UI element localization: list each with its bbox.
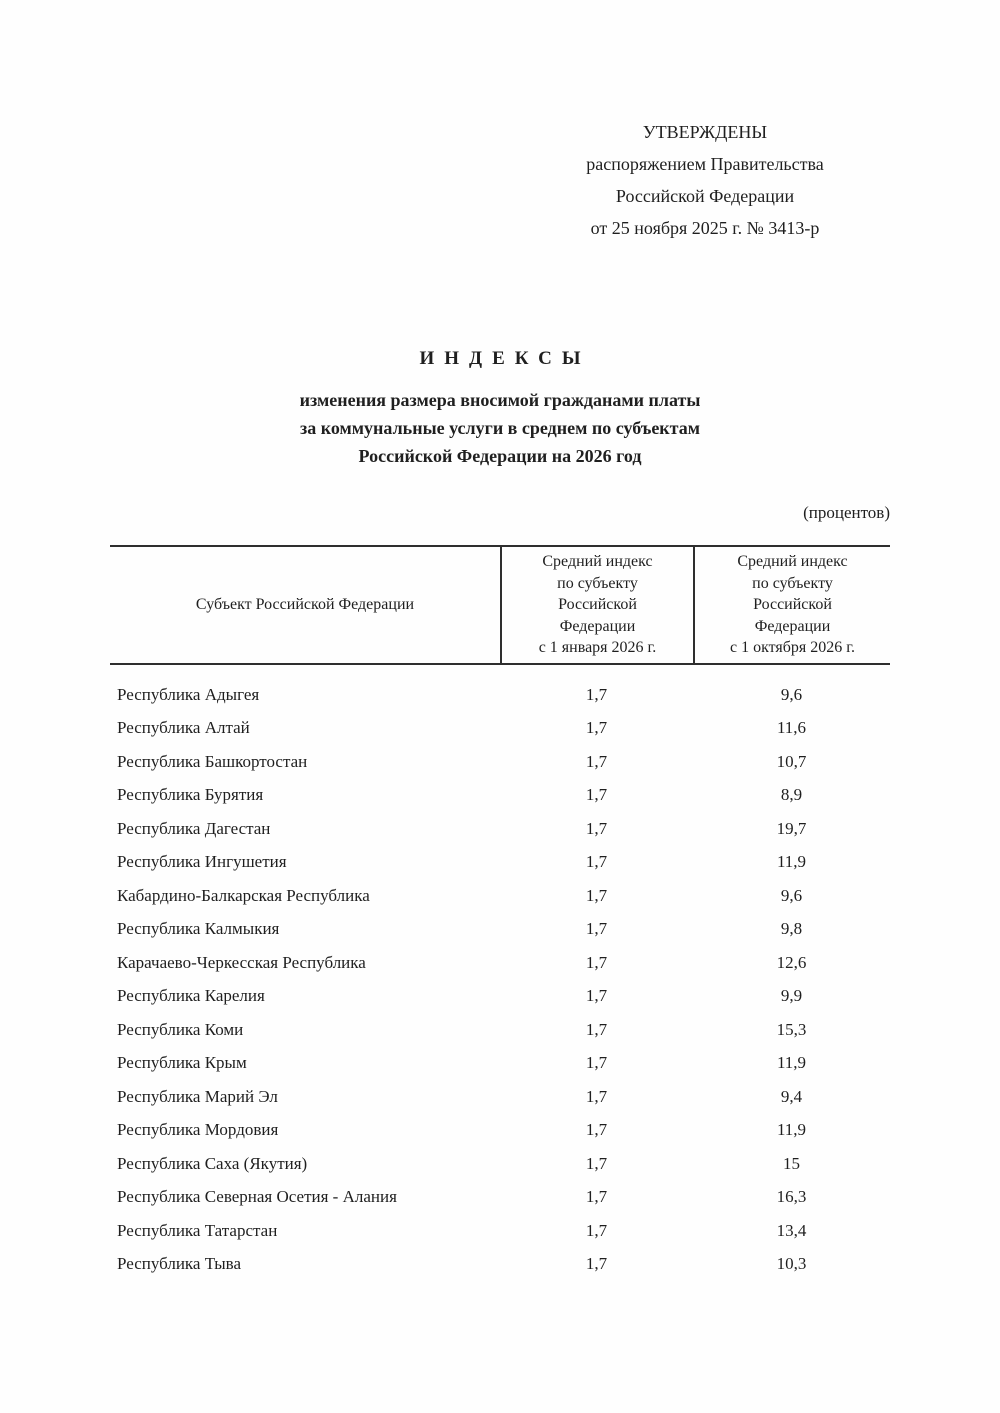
index-october-value: 11,6 bbox=[776, 718, 807, 738]
table-row bbox=[110, 846, 890, 880]
index-october-value: 15,3 bbox=[776, 1019, 807, 1039]
index-january-value: 1,7 bbox=[585, 751, 608, 771]
region-name: Республика Ингушетия bbox=[117, 852, 287, 872]
index-january-value: 1,7 bbox=[585, 1187, 608, 1207]
region-name: Республика Адыгея bbox=[117, 684, 260, 704]
region-name: Кабардино-Балкарская Республика bbox=[117, 885, 370, 905]
region-name: Республика Северная Осетия - Алания bbox=[117, 1187, 397, 1207]
subtitle-line: за коммунальные услуги в среднем по субъектам bbox=[300, 418, 700, 438]
table-row bbox=[110, 946, 890, 980]
index-october-value: 11,9 bbox=[776, 1053, 807, 1073]
approval-line-order: распоряжением Правительства bbox=[586, 154, 824, 174]
region-name: Республика Мордовия bbox=[117, 1120, 279, 1140]
index-january-value: 1,7 bbox=[585, 1120, 608, 1140]
table-row bbox=[110, 712, 890, 746]
index-january-value: 1,7 bbox=[585, 885, 608, 905]
index-october-value: 13,4 bbox=[776, 1220, 807, 1240]
table-body bbox=[110, 665, 890, 1281]
index-january-value: 1,7 bbox=[585, 1019, 608, 1039]
document-subtitle bbox=[0, 386, 1000, 470]
table-row bbox=[110, 1047, 890, 1081]
index-january-value: 1,7 bbox=[585, 919, 608, 939]
index-january-value: 1,7 bbox=[585, 952, 608, 972]
region-name: Республика Саха (Якутия) bbox=[117, 1153, 308, 1173]
table-row bbox=[110, 1080, 890, 1114]
region-name: Республика Тыва bbox=[117, 1254, 242, 1274]
table-row bbox=[110, 1181, 890, 1215]
table-row bbox=[110, 812, 890, 846]
index-october-value: 19,7 bbox=[776, 818, 807, 838]
table-row bbox=[110, 779, 890, 813]
index-january-value: 1,7 bbox=[585, 1220, 608, 1240]
column-header-region: Субъект Российской Федерации bbox=[195, 596, 415, 614]
column-header-index-october: Средний индекс по субъекту Российской Федерации с 1 октября 2026 г. bbox=[693, 547, 890, 663]
table-header bbox=[110, 545, 890, 665]
region-name: Республика Крым bbox=[117, 1053, 247, 1073]
region-name: Республика Татарстан bbox=[117, 1220, 278, 1240]
index-january-value: 1,7 bbox=[585, 986, 608, 1006]
index-january-value: 1,7 bbox=[585, 818, 608, 838]
column-header-index-january: Средний индекс по субъекту Российской Федерации с 1 января 2026 г. bbox=[500, 547, 693, 663]
approval-line-date-number: от 25 ноября 2025 г. № 3413-р bbox=[590, 218, 820, 238]
region-name: Республика Бурятия bbox=[117, 785, 264, 805]
index-october-value: 11,9 bbox=[776, 1120, 807, 1140]
region-name: Карачаево-Черкесская Республика bbox=[117, 952, 366, 972]
region-name: Республика Карелия bbox=[117, 986, 265, 1006]
region-name: Республика Дагестан bbox=[117, 818, 271, 838]
index-october-value: 12,6 bbox=[776, 952, 807, 972]
table-row bbox=[110, 879, 890, 913]
subtitle-line: Российской Федерации на 2026 год bbox=[358, 446, 642, 466]
index-january-value: 1,7 bbox=[585, 1254, 608, 1274]
approval-line-approved: УТВЕРЖДЕНЫ bbox=[642, 122, 768, 142]
index-october-value: 16,3 bbox=[776, 1187, 807, 1207]
approval-line-government: Российской Федерации bbox=[615, 186, 795, 206]
index-january-value: 1,7 bbox=[585, 1153, 608, 1173]
document-title: ИНДЕКСЫ bbox=[419, 348, 591, 369]
index-october-value: 9,6 bbox=[780, 684, 803, 704]
indexes-table bbox=[110, 545, 890, 1281]
table-row bbox=[110, 745, 890, 779]
region-name: Республика Марий Эл bbox=[117, 1086, 278, 1106]
index-october-value: 9,9 bbox=[780, 986, 803, 1006]
table-row bbox=[110, 1214, 890, 1248]
region-name: Республика Калмыкия bbox=[117, 919, 280, 939]
index-january-value: 1,7 bbox=[585, 785, 608, 805]
table-row bbox=[110, 1114, 890, 1148]
table-row bbox=[110, 1248, 890, 1282]
index-october-value: 11,9 bbox=[776, 852, 807, 872]
index-january-value: 1,7 bbox=[585, 718, 608, 738]
region-name: Республика Коми bbox=[117, 1019, 244, 1039]
index-january-value: 1,7 bbox=[585, 684, 608, 704]
index-october-value: 10,7 bbox=[776, 751, 807, 771]
index-october-value: 15 bbox=[783, 1153, 800, 1173]
index-october-value: 9,4 bbox=[780, 1086, 803, 1106]
region-name: Республика Алтай bbox=[117, 718, 250, 738]
table-row bbox=[110, 980, 890, 1014]
subtitle-line: изменения размера вносимой гражданами платы bbox=[299, 390, 701, 410]
index-october-value: 9,8 bbox=[780, 919, 803, 939]
table-row bbox=[110, 913, 890, 947]
table-row bbox=[110, 1013, 890, 1047]
index-january-value: 1,7 bbox=[585, 852, 608, 872]
units-note: (процентов) bbox=[803, 503, 890, 522]
index-october-value: 9,6 bbox=[780, 885, 803, 905]
index-october-value: 8,9 bbox=[780, 785, 803, 805]
table-row bbox=[110, 1147, 890, 1181]
region-name: Республика Башкортостан bbox=[117, 751, 308, 771]
index-october-value: 10,3 bbox=[776, 1254, 807, 1274]
table-row bbox=[110, 678, 890, 712]
index-january-value: 1,7 bbox=[585, 1086, 608, 1106]
approval-block bbox=[520, 116, 890, 244]
index-january-value: 1,7 bbox=[585, 1053, 608, 1073]
